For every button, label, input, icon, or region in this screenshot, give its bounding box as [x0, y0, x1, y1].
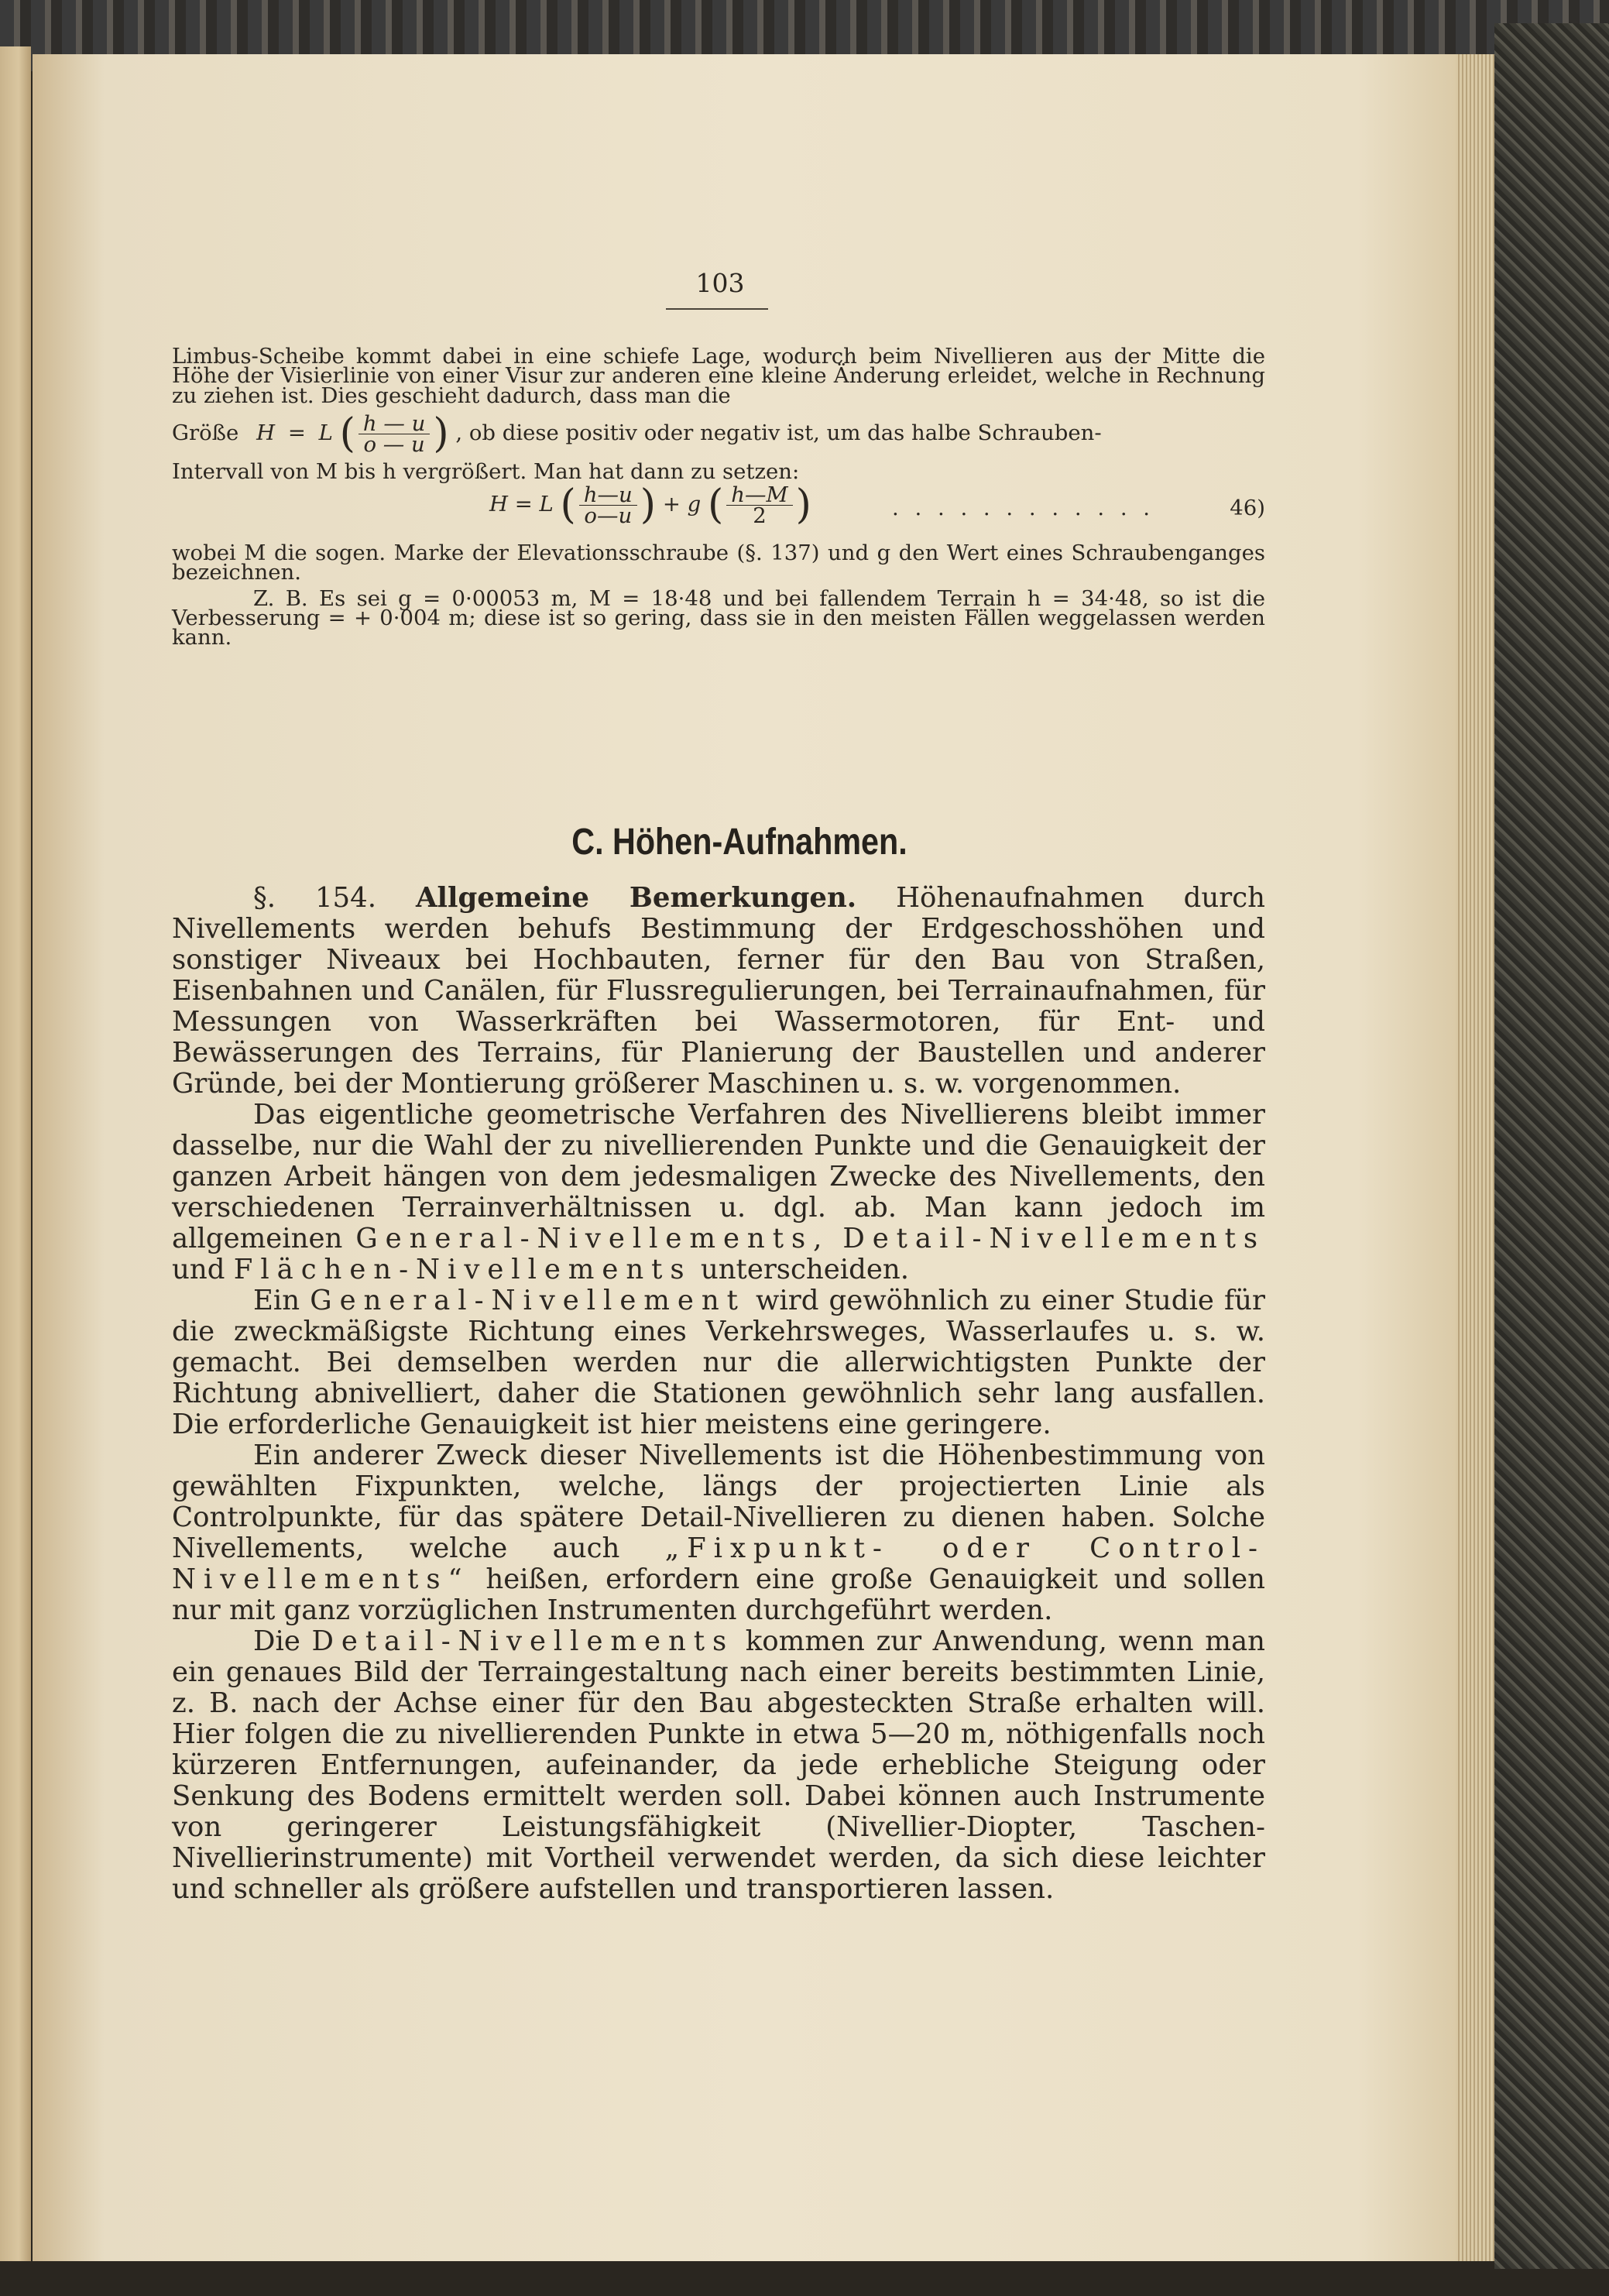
formula-paren-open-2: (	[707, 482, 724, 529]
formula-paren-open-1: (	[560, 482, 576, 529]
term-fixpunkt-control: „Fixpunkt- oder Control-Nivellements“	[172, 1532, 1265, 1595]
formula-denominator-1: o—u	[584, 503, 633, 529]
paragraph-verfahren	[172, 1100, 1265, 1285]
formula-fraction-1	[579, 482, 637, 529]
page-number: 103	[695, 268, 745, 298]
paragraph-detail	[172, 1626, 1265, 1905]
paragraph-general-nivellement	[172, 1285, 1265, 1440]
fraction-numerator: h — u	[359, 414, 430, 434]
paragraph-detail-body: kommen zur Anwendung, wenn man ein genaues Bild der Terraingestaltung nach einer bereits bestimmten Linie, z. B. nach der Achse einer für den Bau abgesteckten Straße erhalten will. Hier folgen die zu nivellierenden Punkte in etwa 5—20 m, nöthigenfalls noch kürzeren Entfernungen, aufeinander, da jede erhebliche Steigung oder Senkung des Bodens ermittelt werden soll. Dabei können auch Instrumente von geringerer Leistungsfähigkeit (Nivellier-Diopter, Taschen-Nivellierinstrumente) mit Vortheil verwendet werden, da sich diese leichter und schneller als größere aufstellen und transportieren lassen.	[172, 1625, 1265, 1905]
formula-plus-g: + g	[662, 492, 702, 517]
small-print-block	[172, 344, 1265, 650]
size-formula-tail: , ob diese positiv oder negativ ist, um das halbe Schrauben-	[455, 420, 1102, 445]
small-paragraph-1: Limbus-Scheibe kommt dabei in eine schiefe Lage, wodurch beim Nivellieren aus der Mitte die Höhe der Visierlinie von einer Visur zur anderen eine kleine Änderung erleidet, welche in Rechnung zu ziehen ist. Dies geschieht dadurch, dass man die	[172, 344, 1265, 408]
term-flaechen-nivellements: Flächen-Nivellements	[233, 1254, 692, 1285]
paragraph-general-body: wird gewöhnlich zu einer Studie für die zweckmäßigste Richtung eines Verkehrsweges, Wasserlaufes u. s. w. gemacht. Bei demselben werden nur die allerwichtigsten Punkte der Richtung abnivelliert, daher die Stationen gewöhnlich sehr lang ausfallen. Die erforderliche Genauigkeit ist hier meistens eine geringere.	[172, 1285, 1265, 1440]
interval-line: Intervall von M bis h vergrößert. Man hat dann zu setzen:	[172, 458, 800, 484]
var-H: H	[256, 420, 276, 445]
page-stack-edges	[1456, 54, 1494, 2261]
section-heading: C. Höhen-Aufnahmen.	[571, 822, 907, 863]
size-formula-line	[172, 410, 1265, 457]
word-unterscheiden: unterscheiden.	[700, 1254, 910, 1285]
formula-lhs: H = L	[489, 492, 554, 517]
open-paren: (	[339, 410, 355, 457]
large-print-block	[172, 883, 1265, 1905]
formula-numerator-1: h—u	[579, 485, 637, 506]
small-paragraph-2: wobei M die sogen. Marke der Elevationsschraube (§. 137) und g den Wert eines Schraubenganges bezeichnen.	[172, 541, 1265, 585]
book-cover-marbled	[1494, 23, 1609, 2269]
word-die: Die	[253, 1625, 300, 1657]
formula-leader-dots: . . . . . . . . . . . .	[892, 496, 1155, 521]
facing-page-edge	[0, 46, 31, 2261]
paragraph-verfahren-text: Das eigentliche geometrische Verfahren des Nivellierens bleibt immer dasselbe, nur die Wahl der zu nivellierenden Punkte und die Genauigkeit der ganzen Arbeit hängen von dem jedesmaligen Zwecke des Nivellements, den verschiedenen Terrainverhältnissen u. dgl. ab. Man kann jedoch im allgemeinen	[172, 1099, 1265, 1254]
formula-46	[172, 482, 1265, 537]
equals-sign: =	[287, 420, 306, 445]
paragraph-fixpunkte	[172, 1440, 1265, 1626]
formula-fraction-2	[726, 482, 792, 529]
formula-denominator-2: 2	[753, 503, 767, 529]
formula-number: 46)	[1230, 496, 1265, 521]
small-paragraph-3: Z. B. Es sei g = 0·00053 m, M = 18·48 und bei fallendem Terrain h = 34·48, so ist die Verbesserung = + 0·004 m; diese ist so gering, dass sie in den meisten Fällen weggelassen werden kann.	[172, 585, 1265, 650]
var-L: L	[318, 420, 333, 445]
fraction-h-u-over-o-u	[359, 410, 430, 457]
section-154-title: Allgemeine Bemerkungen.	[415, 882, 857, 914]
close-paren: )	[433, 410, 449, 457]
paragraph-fixpunkte-end: heißen, erfordern eine große Genauigkeit und sollen nur mit ganz vorzüglichen Instrumenten durchgeführt werden.	[172, 1563, 1265, 1626]
fraction-denominator: o — u	[363, 431, 425, 457]
section-154-body: Höhenaufnahmen durch Nivellements werden behufs Bestimmung der Erdgeschosshöhen und sonstiger Niveaux bei Hochbauten, ferner für den Bau von Straßen, Eisenbahnen und Canälen, für Flussregulierungen, bei Terrainaufnahmen, für Messungen von Wasserkräften bei Wassermotoren, für Ent- und Bewässerungen des Terrains, für Planierung der Baustellen und anderer Gründe, bei der Montierung größerer Maschinen u. s. w. vorgenommen.	[172, 882, 1265, 1100]
section-154-number: §. 154.	[253, 882, 377, 914]
section-154-paragraph	[172, 883, 1265, 1100]
term-general-nivellements: General-Nivellements,	[355, 1223, 830, 1254]
groesse-word: Größe	[172, 420, 239, 445]
term-general-nivellement: General-Nivellement	[310, 1285, 746, 1316]
word-ein: Ein	[253, 1285, 300, 1316]
term-detail-nivellements: Detail-Nivellements	[842, 1223, 1265, 1254]
term-detail-nivellements-2: Detail-Nivellements	[311, 1625, 735, 1657]
formula-paren-close-2: )	[795, 482, 811, 529]
paragraph-fixpunkte-text: Ein anderer Zweck dieser Nivellements ist die Höhenbestimmung von gewählten Fixpunkten, welche, längs der projectierten Linie als Controlpunkte, für das spätere Detail-Nivellieren zu dienen haben. Solche Nivellements, welche auch	[172, 1440, 1265, 1564]
formula-paren-close-1: )	[640, 482, 657, 529]
formula-numerator-2: h—M	[726, 485, 792, 506]
word-und: und	[172, 1254, 225, 1285]
page-number-rule	[666, 308, 768, 310]
